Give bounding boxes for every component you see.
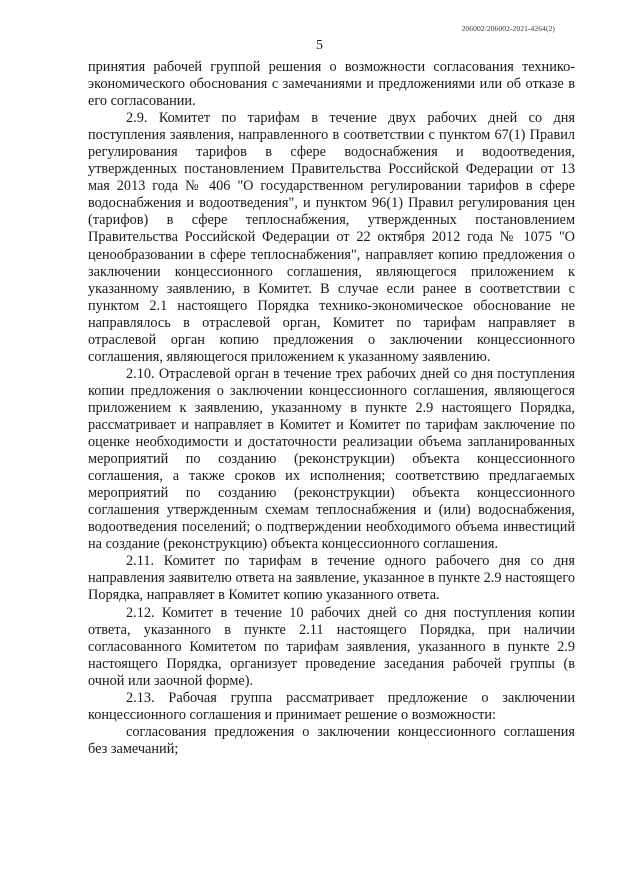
document-body <box>88 59 575 758</box>
document-id: 206002/206002-2021-4264(2) <box>461 24 555 33</box>
paragraph-2-12: 2.12. Комитет в течение 10 рабочих дней со дня поступления копии ответа, указанного в пункте 2.11 настоящего Порядка, при наличии согласованного Комитетом по тарифам заявления, указанного в пункте 2.9 настоящего Порядка, организует проведение заседания рабочей группы (в очной или заочной форме). <box>88 604 575 689</box>
paragraph-continuation: принятия рабочей группой решения о возможности согласования технико-экономического обоснования с замечаниями и предложениями или об отказе в его согласовании. <box>88 59 575 110</box>
paragraph-2-10: 2.10. Отраслевой орган в течение трех рабочих дней со дня поступления копии предложения о заключении концессионного соглашения, являющегося приложением к заявлению, указанному в пункте 2.9 настоящего Порядка, рассматривает и направляет в Комитет и Комитет по тарифам заключение по оценке необходимости и достаточности реализации объема запланированных мероприятий по созданию (реконструкции) объекта концессионного соглашения, а также сроков их исполнения; соответствию предлагаемых мероприятий по созданию (реконструкции) объекта концессионного соглашения утвержденным схемам теплоснабжения и (или) водоснабжения, водоотведения поселений; о подтверждении необходимого объема инвестиций на создание (реконструкцию) объекта концессионного соглашения. <box>88 365 575 553</box>
paragraph-option-1: согласования предложения о заключении концессионного соглашения без замечаний; <box>88 723 575 757</box>
paragraph-2-13: 2.13. Рабочая группа рассматривает предложение о заключении концессионного соглашения и принимает решение о возможности: <box>88 689 575 723</box>
page-number: 5 <box>316 38 323 53</box>
paragraph-2-11: 2.11. Комитет по тарифам в течение одного рабочего дня со дня направления заявителю ответа на заявление, указанное в пункте 2.9 настоящего Порядка, направляет в Комитет копию указанного ответа. <box>88 553 575 604</box>
paragraph-2-9: 2.9. Комитет по тарифам в течение двух рабочих дней со дня поступления заявления, направленного в соответствии с пунктом 67(1) Правил регулирования тарифов в сфере водоснабжения и водоотведения, утвержденных постановлением Правительства Российской Федерации от 13 мая 2013 года № 406 "О государственном регулировании тарифов в сфере водоснабжения и водоотведения", и пунктом 96(1) Правил регулирования цен (тарифов) в сфере теплоснабжения, утвержденных постановлением Правительства Российской Федерации от 22 октября 2012 года № 1075 "О ценообразовании в сфере теплоснабжения", направляет копию предложения о заключении концессионного соглашения, являющегося приложением к указанному заявлению, в Комитет. В случае если ранее в соответствии с пунктом 2.1 настоящего Порядка технико-экономическое обоснование не направлялось в отраслевой орган, Комитет по тарифам направляет в отраслевой орган копию предложения о заключении концессионного соглашения, являющегося приложением к указанному заявлению. <box>88 110 575 365</box>
